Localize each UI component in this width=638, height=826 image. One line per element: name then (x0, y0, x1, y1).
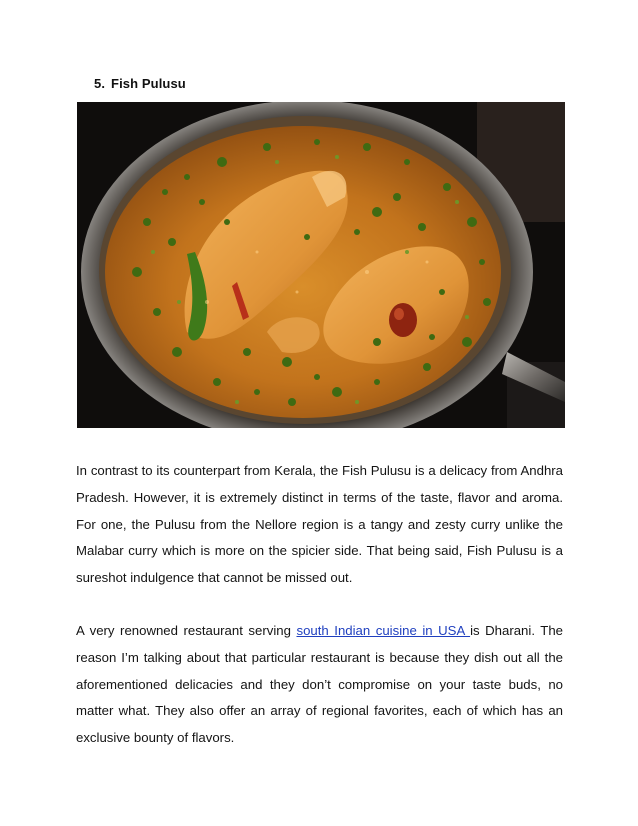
paragraph-fish-pulusu: In contrast to its counterpart from Kerala, the Fish Pulusu is a delicacy from Andhra Pradesh. However, it is extremely distinct in terms of the taste, flavor and aroma. For one, the Pulusu from the Nellore region is a tangy and zesty curry unlike the Malabar curry which is more on the spicier side. That being said, Fish Pulusu is a sureshot indulgence that cannot be missed out. (76, 463, 563, 586)
section-number: 5. (94, 76, 106, 91)
section-heading (94, 76, 186, 91)
paragraph-text-end: is Dharani. The reason I’m talking about that particular restaurant is because they dish out all the aforementioned delicacies and they don’t compromise on your taste buds, no matter what. They also offer an array of regional favorites, each of which has an exclusive bounty of flavors. (76, 623, 564, 746)
section-title: Fish Pulusu (111, 76, 186, 91)
south-indian-cuisine-link[interactable]: south Indian cuisine in USA (296, 623, 471, 638)
paragraph-text-start: A very renowned restaurant serving (76, 623, 297, 638)
fish-pulusu-photo (77, 102, 565, 428)
paragraph-restaurant (76, 618, 563, 752)
